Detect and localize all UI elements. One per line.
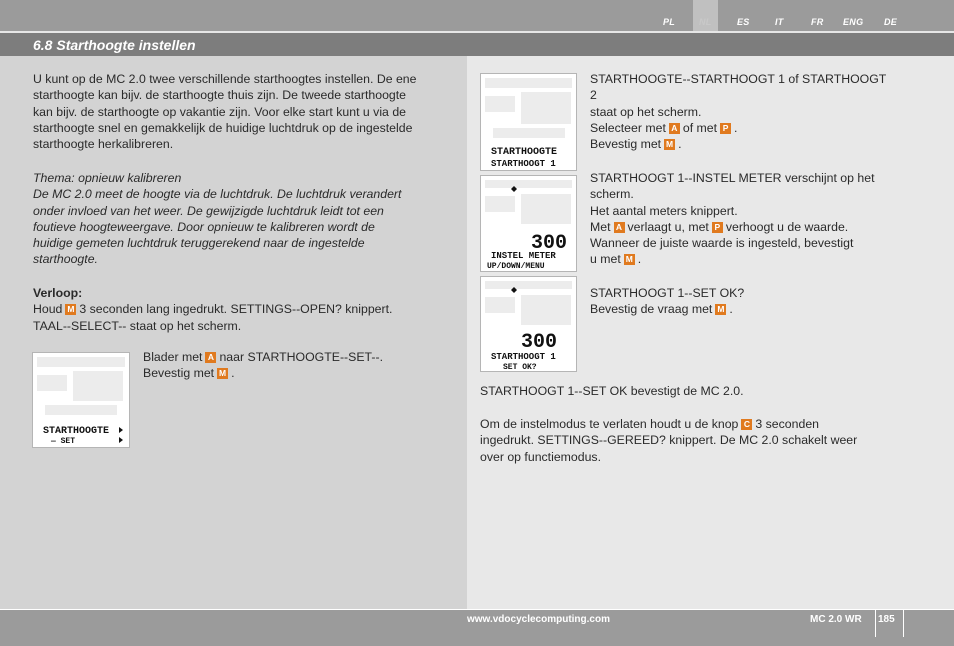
- key-m-icon: M: [67, 304, 75, 315]
- footer-model: MC 2.0 WR: [810, 614, 862, 625]
- exit-text: Om de instelmodus te verlaten houdt u de knop C 3 seconden ingedrukt. SETTINGS--GEREED? knippert. De MC 2.0 schakelt weer over op functiemodus.: [480, 417, 858, 464]
- lcd-display-instel-meter: [480, 175, 577, 272]
- lcd-display-starthoogte-set: [32, 352, 130, 448]
- lang-eng[interactable]: ENG: [843, 17, 864, 27]
- step2-text: STARTHOOGT 1--INSTEL METER verschijnt op het scherm. Het aantal meters knippert. Met A verlaagt u, met P verhoogt u de waarde. Wanneer de juiste waarde is ingesteld, bevestigt u met M .: [590, 171, 875, 267]
- svg-text:STARTHOOGT 1: STARTHOOGT 1: [491, 159, 556, 169]
- step1-text: STARTHOOGTE--STARTHOOGT 1 of STARTHOOGT 2 staat op het scherm. Selecteer met A of met P . Bevestig met M .: [590, 72, 887, 152]
- procedure-block: Verloop: Houd M 3 seconden lang ingedrukt. SETTINGS--OPEN? knippert. TAAL--SELECT-- staat op het scherm.: [33, 285, 463, 334]
- intro-paragraph: U kunt op de MC 2.0 twee verschillende starthoogtes instellen. De ene starthoogte kan bijv. de starthoogte thuis zijn. De tweede starthoogte kan bijv. de starthoogte op vakantie zijn. Voor elke start kunt u via de starthoogte snel en gemakkelijk de huidige luchtdruk op de ingestelde starthoogte herkalibreren.: [33, 72, 417, 152]
- result-text: STARTHOOGT 1--SET OK bevestigt de MC 2.0.: [480, 384, 744, 398]
- svg-text:STARTHOOGTE: STARTHOOGTE: [43, 426, 110, 437]
- svg-text:UP/DOWN/MENU: UP/DOWN/MENU: [487, 262, 545, 271]
- step3-text: STARTHOOGT 1--SET OK? Bevestig de vraag met M .: [590, 286, 745, 317]
- svg-text:300: 300: [531, 232, 568, 255]
- lang-es[interactable]: ES: [737, 17, 750, 27]
- svg-text:INSTEL METER: INSTEL METER: [491, 251, 556, 261]
- lang-it[interactable]: IT: [775, 17, 784, 27]
- key-a-icon: A: [614, 222, 625, 233]
- lang-nl[interactable]: NL: [699, 17, 712, 27]
- svg-text:STARTHOOGT 1: STARTHOOGT 1: [491, 352, 556, 362]
- key-m-icon: M: [717, 304, 725, 315]
- lang-pl[interactable]: PL: [663, 17, 676, 27]
- key-m-icon: M: [625, 254, 633, 265]
- lcd-display-starthoogt-1: [480, 73, 577, 171]
- svg-text:STARTHOOGTE: STARTHOOGTE: [491, 147, 558, 158]
- key-a-icon: A: [669, 123, 680, 134]
- footer-divider: [875, 609, 876, 637]
- svg-text:300: 300: [521, 331, 558, 354]
- key-m-icon: M: [219, 368, 227, 379]
- svg-text:— SET: — SET: [51, 437, 76, 446]
- footer-divider: [903, 609, 904, 637]
- lang-de[interactable]: DE: [884, 17, 898, 27]
- step0-text: Blader met A naar STARTHOOGTE--SET--. Bevestig met M .: [143, 350, 383, 381]
- key-m-icon: M: [666, 139, 674, 150]
- lang-fr[interactable]: FR: [811, 17, 824, 27]
- lcd-display-set-ok: [480, 276, 577, 372]
- key-a-icon: A: [205, 352, 216, 363]
- theme-block: Thema: opnieuw kalibreren De MC 2.0 meet de hoogte via de luchtdruk. De luchtdruk verandert onder invloed van het weer. De gewijzigde luchtdruk leidt tot een foutieve hoogteweergave. Door opnieuw te kalibreren wordt de huidige gemeten luchtdruk teruggerekend naar de ingestelde starthoogte.: [33, 170, 463, 268]
- page-number: 185: [878, 614, 895, 625]
- theme-title: Thema: opnieuw kalibreren: [33, 171, 182, 185]
- section-title: 6.8 Starthoogte instellen: [0, 33, 954, 56]
- key-p-icon: P: [720, 123, 731, 134]
- key-p-icon: P: [712, 222, 723, 233]
- key-c-icon: C: [741, 419, 752, 430]
- procedure-title: Verloop:: [33, 286, 83, 300]
- footer-url[interactable]: www.vdocyclecomputing.com: [467, 614, 610, 625]
- svg-text:SET OK?: SET OK?: [503, 363, 537, 371]
